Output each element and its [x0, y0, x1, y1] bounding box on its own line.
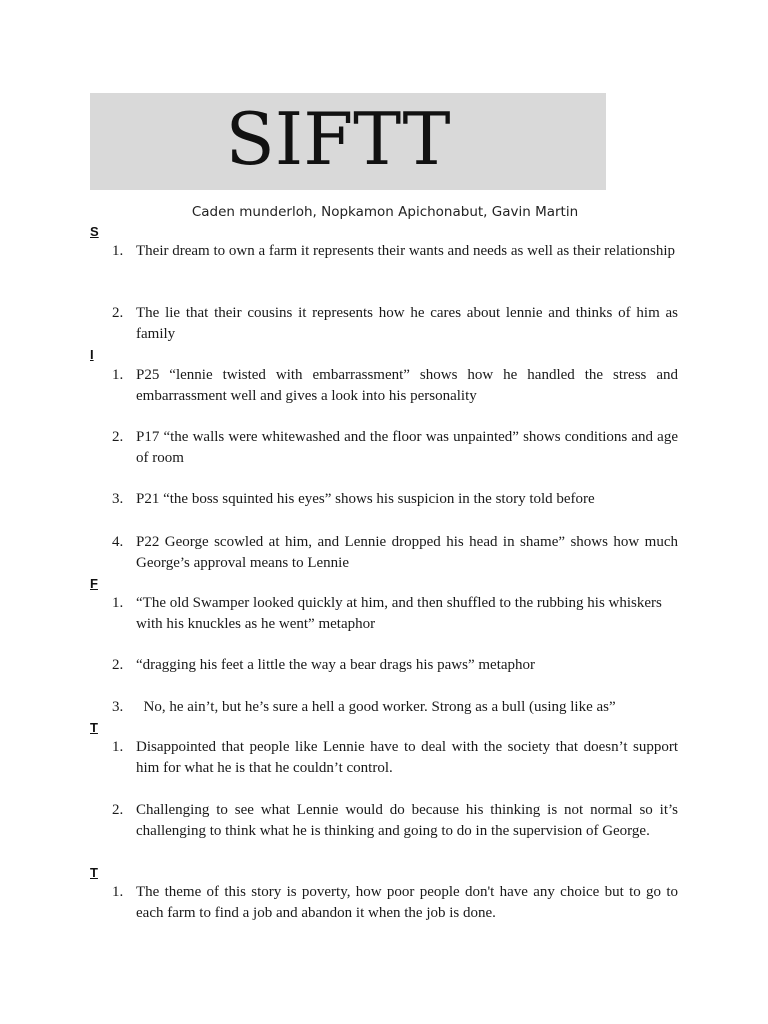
list-item-number: 1. — [112, 367, 124, 383]
list-item-number: 2. — [112, 802, 124, 818]
list-item-number: 2. — [112, 657, 124, 673]
authors-line: Caden munderloh, Nopkamon Apichonabut, Gavin Martin — [191, 204, 579, 220]
section-letter-t-2: T — [90, 865, 98, 880]
list-item-number: 1. — [112, 595, 124, 611]
list-item-number: 3. — [112, 491, 124, 507]
list-item — [112, 655, 678, 676]
list-item — [112, 241, 678, 262]
list-item-text: No, he ain’t, but he’s sure a hell a good worker. Strong as a bull (using like as” — [136, 699, 616, 715]
list-item-number: 4. — [112, 534, 124, 550]
list-item — [112, 365, 678, 407]
list-item-number: 3. — [112, 699, 124, 715]
list-item-number: 2. — [112, 429, 124, 445]
list-item — [112, 800, 678, 842]
list-item-text: Challenging to see what Lennie would do because his thinking is not normal so it’s challenging to think what he is thinking and going to do in the supervision of George. — [136, 802, 678, 839]
list-item-text: P22 George scowled at him, and Lennie dropped his head in shame” shows how much George’s approval means to Lennie — [136, 534, 678, 571]
list-item-text: “The old Swamper looked quickly at him, and then shuffled to the rubbing his whiskers with his knuckles as he went” metaphor — [136, 595, 662, 632]
list-item-text: “dragging his feet a little the way a bear drags his paws” metaphor — [136, 657, 536, 673]
list-item — [112, 489, 678, 510]
list-item-text: Their dream to own a farm it represents their wants and needs as well as their relationship — [136, 243, 675, 259]
list-item-text: The lie that their cousins it represents how he cares about lennie and thinks of him as family — [136, 305, 678, 342]
list-item — [112, 882, 678, 924]
list-item-text: Disappointed that people like Lennie have to deal with the society that doesn’t support him for what he is that he couldn’t control. — [136, 739, 678, 776]
list-item-number: 1. — [112, 884, 124, 900]
document-title: SIFTT — [225, 97, 451, 181]
list-item — [112, 532, 678, 574]
list-item-number: 1. — [112, 243, 124, 259]
list-item-text: P21 “the boss squinted his eyes” shows his suspicion in the story told before — [136, 491, 595, 507]
list-item — [112, 427, 678, 469]
section-letter-s: S — [90, 224, 99, 239]
list-item-number: 2. — [112, 305, 124, 321]
list-item — [112, 303, 678, 345]
list-item-text: P17 “the walls were whitewashed and the floor was unpainted” shows conditions and age of room — [136, 429, 678, 466]
section-letter-i: I — [90, 347, 94, 362]
list-item — [112, 593, 678, 635]
list-item-number: 1. — [112, 739, 124, 755]
list-item-text: P25 “lennie twisted with embarrassment” shows how he handled the stress and embarrassment well and gives a look into his personality — [136, 367, 678, 404]
list-item — [112, 697, 678, 718]
list-item-text: The theme of this story is poverty, how poor people don't have any choice but to go to each farm to find a job and abandon it when the job is done. — [136, 884, 678, 921]
section-letter-f: F — [90, 576, 98, 591]
title-banner — [90, 93, 606, 190]
section-letter-t: T — [90, 720, 98, 735]
list-item — [112, 737, 678, 779]
